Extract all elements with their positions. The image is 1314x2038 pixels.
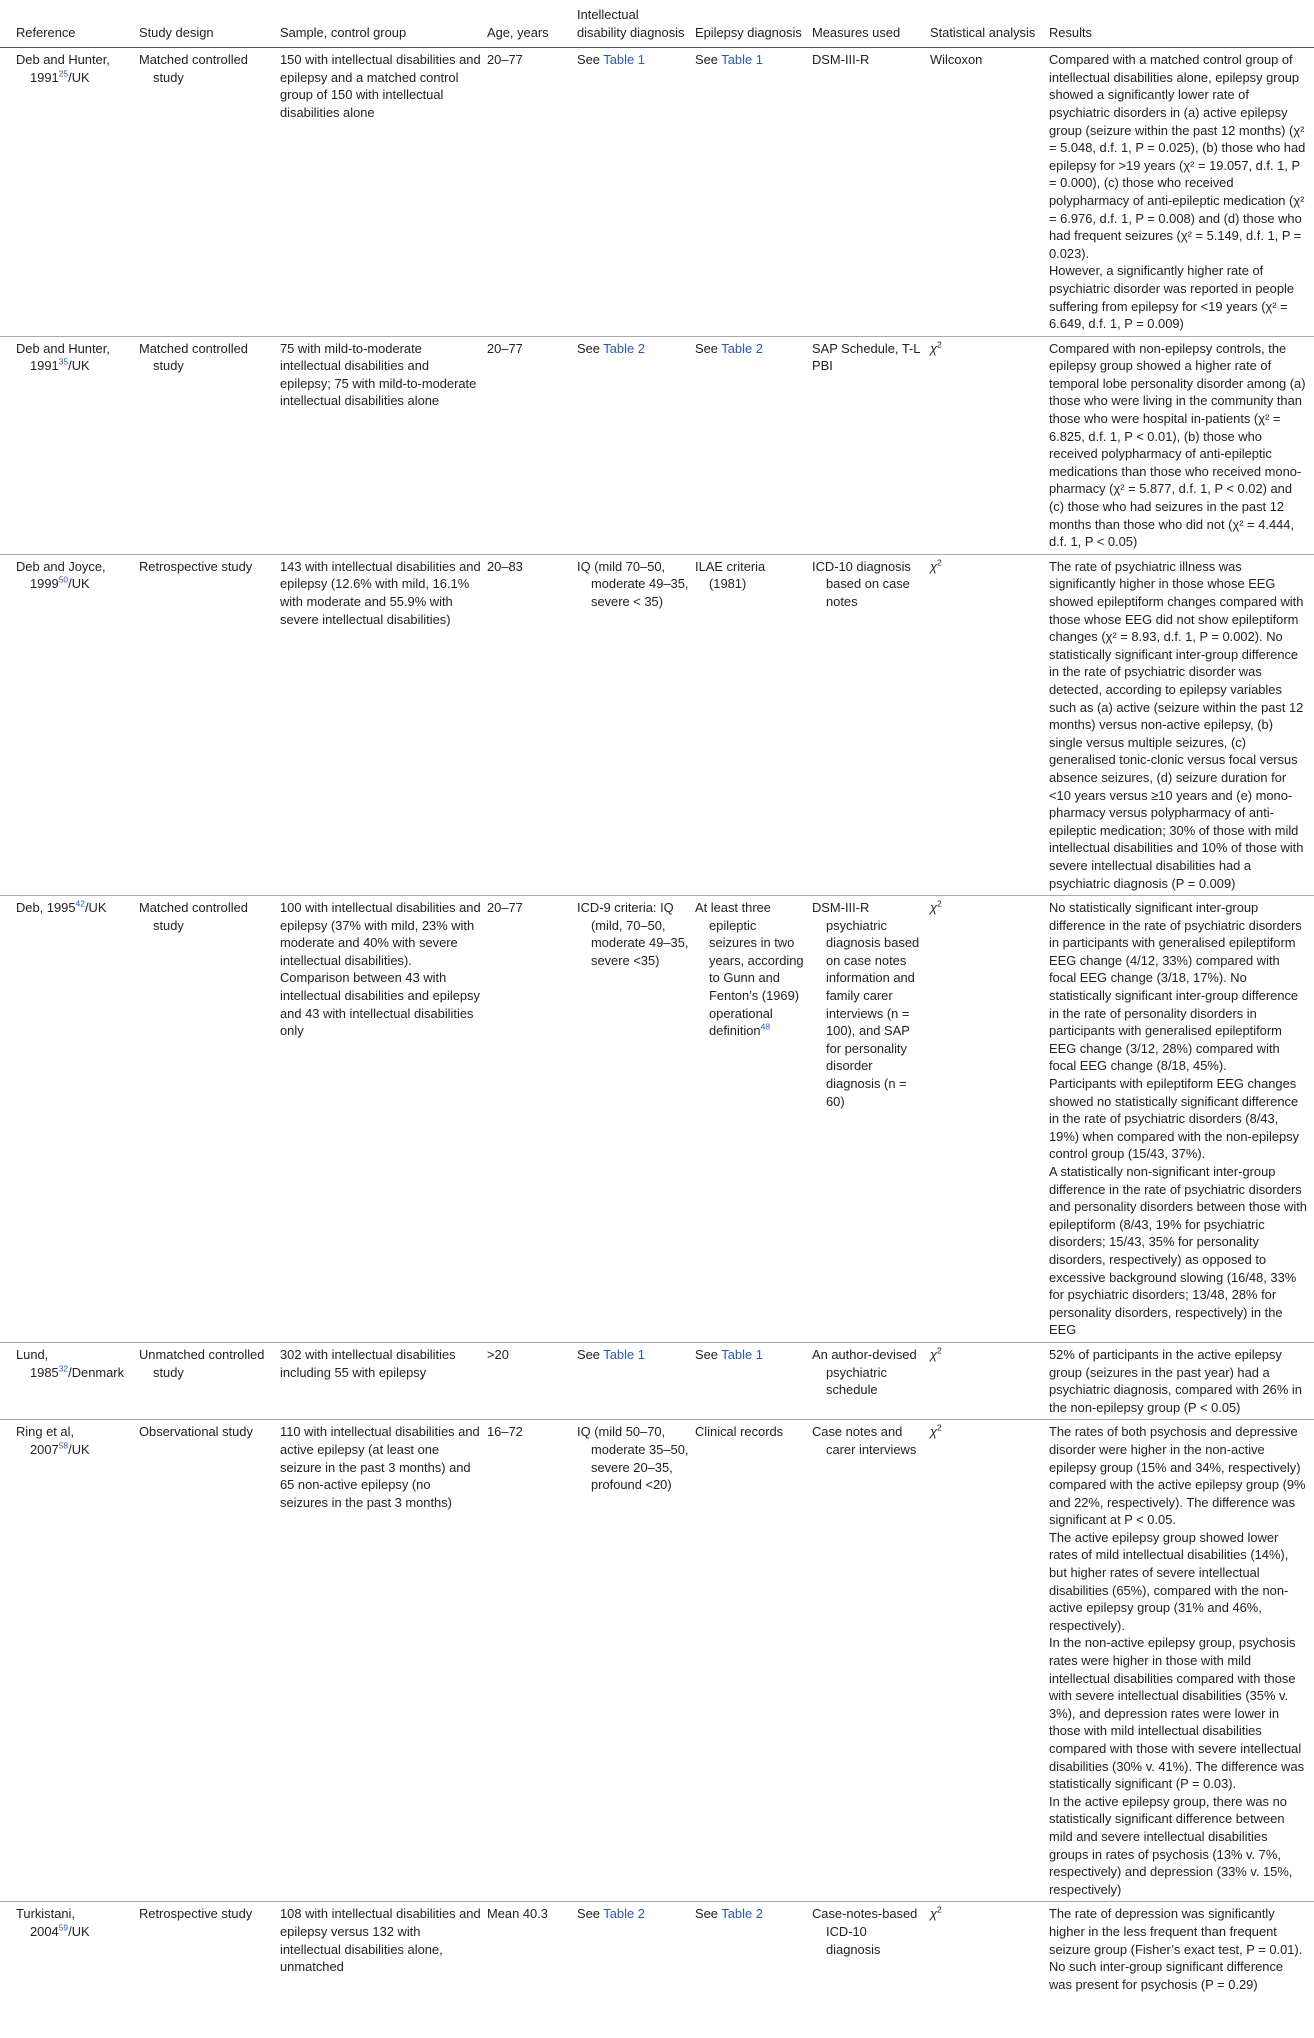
table-link[interactable]: Table 2 — [721, 340, 763, 356]
measures-cell: DSM-III-R — [812, 52, 870, 68]
epilepsy-diagnosis-cell: See Table 1 — [695, 1342, 812, 1419]
age-cell: 16–72 — [487, 1420, 577, 1902]
id-diagnosis-cell: ICD-9 criteria: IQ (mild, 70–50, moderate 49–35, severe <35) — [577, 896, 695, 1343]
reference-cell — [0, 336, 139, 554]
table-row — [0, 554, 1314, 895]
sample-cell: 143 with intellectual disabilities and epilepsy (12.6% with mild, 16.1% with moderate and 55.9% with severe intellectual disabilities) — [280, 554, 487, 895]
sample-cell: 108 with intellectual disabilities and epilepsy versus 132 with intellectual disabilities alone, unmatched — [280, 1902, 487, 1996]
id-diagnosis-cell: See Table 2 — [577, 336, 695, 554]
header-epilepsy-diagnosis: Epilepsy diagnosis — [695, 0, 812, 48]
stats-cell: $\chi^2$ — [930, 896, 1049, 1343]
sample-cell: 75 with mild-to-moderate intellectual disabilities and epilepsy; 75 with mild-to-moderate intellectual disabilities alone — [280, 336, 487, 554]
results-cell: The rate of psychiatric illness was significantly higher in those whose EEG showed epileptiform changes compared with those whose EEG did not show epileptiform changes (χ² = 8.93, d.f. 1, P = 0.002). No statistically significant inter-group difference in the rate of psychiatric disorder was detected, according to epilepsy variables such as (a) active (seizure within the past 12 months) versus non-active epilepsy, (b) single versus multiple seizures, (c) generalised tonic-clonic versus focal versus absence seizures, (d) seizure duration for <10 years versus ≥10 years and (e) mono-pharmacy versus polypharmacy of anti-epileptic medication; 30% of those with mild intellectual disabilities and 10% of those with severe intellectual disabilities had a psychiatric diagnosis (P = 0.009) — [1049, 554, 1314, 895]
sample-cell: 100 with intellectual disabilities and epilepsy (37% with mild, 23% with moderate and 40% with severe intellectual disabilities). Comparison between 43 with intellectual disabilities and epilepsy and 43 with intellectual disabilities only — [280, 896, 487, 1343]
age-cell: Mean 40.3 — [487, 1902, 577, 1996]
sample-cell: 110 with intellectual disabilities and active epilepsy (at least one seizure in the past 3 months) and 65 non-active epilepsy (no seizures in the past 3 months) — [280, 1420, 487, 1902]
citation-link[interactable]: 32 — [58, 1363, 69, 1374]
epilepsy-diagnosis-cell: At least three epileptic seizures in two years, according to Gunn and Fenton’s (1969) operational definition$^{48}$ — [695, 896, 812, 1343]
id-diagnosis-cell: IQ (mild 70–50, moderate 49–35, severe < 35) — [577, 554, 695, 895]
results-cell: Compared with a matched control group of intellectual disabilities alone, epilepsy group showed a significantly lower rate of psychiatric disorders in (a) active epilepsy group (seizure within the past 12 months) (χ² = 5.048, d.f. 1, P = 0.025), (b) those who had epilepsy for >19 years (χ² = 19.057, d.f. 1, P = 0.000), (c) those who received polypharmacy of anti-epileptic medication (χ² = 6.976, d.f. 1, P = 0.008) and (d) those who had frequent seizures (χ² = 5.149, d.f. 1, P = 0.023). However, a significantly higher rate of psychiatric disorder was reported in people suffering from epilepsy for <19 years (χ² = 6.649, d.f. 1, P = 0.009) — [1049, 52, 1306, 332]
header-statistical-analysis: Statistical analysis — [930, 0, 1049, 48]
epilepsy-diagnosis-cell: Clinical records — [695, 1420, 812, 1902]
table-link[interactable]: Table 1 — [721, 1346, 763, 1362]
ref-country: /UK — [68, 1923, 90, 1939]
reference-cell — [0, 1902, 139, 1996]
epilepsy-diagnosis-cell: See Table 2 — [695, 336, 812, 554]
results-cell: No statistically significant inter-group difference in the rate of psychiatric disorders in participants with generalised epileptiform EEG change (4/12, 33%) compared with focal EEG change (3/18, 17%). No statistically significant inter-group difference in the rate of personality disorders in participants with generalised epileptiform EEG change (3/12, 28%) compared with focal EEG change (8/18, 45%). Participants with epileptiform EEG changes showed no statistically significant difference in the rate of psychiatric disorders (8/43, 19%) when compared with the non-epilepsy control group (15/43, 37%). A statistically non-significant inter-group difference in the rate of psychiatric disorders and personality disorders between those with epileptiform (8/43, 19% for psychiatric disorders; 15/43, 35% for personality disorders, respectively) as opposed to excessive background slowing (16/48, 33% for psychiatric disorders; 13/48, 28% for personality disorders, respectively) in the EEG — [1049, 896, 1314, 1343]
epilepsy-diagnosis-cell: ILAE criteria (1981) — [695, 554, 812, 895]
ref-country: /UK — [68, 1441, 90, 1457]
table-link[interactable]: Table 2 — [721, 1906, 763, 1922]
stats-cell: Wilcoxon — [930, 52, 983, 68]
ref-text: Deb and Hunter, 1991 — [16, 340, 110, 374]
citation-link[interactable]: 35 — [58, 356, 69, 367]
header-row — [0, 0, 1314, 48]
design-cell: Retrospective study — [139, 1902, 280, 1996]
results-cell: The rate of depression was significantly higher in the less frequent than frequent seizure group (Fisher’s exact test, P = 0.01). No such inter-group significant difference was present for psychosis (P = 0.29) — [1049, 1902, 1314, 1996]
epilepsy-diagnosis-cell: See Table 2 — [695, 1902, 812, 1996]
epilepsy-diagnosis-cell: See Table 1 — [695, 52, 763, 68]
age-cell: 20–83 — [487, 554, 577, 895]
ref-country: /Denmark — [68, 1364, 125, 1380]
stats-cell: $\chi^2$ — [930, 1902, 1049, 1996]
citation-link[interactable]: 48 — [760, 1021, 771, 1032]
measures-cell: ICD-10 diagnosis based on case notes — [812, 554, 930, 895]
ref-text: Lund, 1985 — [16, 1346, 59, 1380]
design-cell: Observational study — [139, 1420, 280, 1902]
id-diagnosis-cell: See Table 1 — [577, 1342, 695, 1419]
id-diagnosis-cell: See Table 2 — [577, 1902, 695, 1996]
results-cell: Compared with non-epilepsy controls, the epilepsy group showed a higher rate of temporal lobe personality disorder among (a) those who were living in the community than those who were hospital in-patients (χ² = 6.825, d.f. 1, P < 0.01), (b) those who received polypharmacy of anti-epileptic medications than those who received mono-pharmacy (χ² = 5.877, d.f. 1, P < 0.02) and (c) those who had seizures in the past 12 months than those who did not (χ² = 4.444, d.f. 1, P < 0.05) — [1049, 336, 1314, 554]
measures-cell: SAP Schedule, T-L PBI — [812, 336, 930, 554]
table-link[interactable]: Table 2 — [603, 340, 645, 356]
results-cell: The rates of both psychosis and depressive disorder were higher in the non-active epilepsy group (15% and 34%, respectively) compared with the active epilepsy group (9% and 22%, respectively). The difference was significant at P < 0.05. The active epilepsy group showed lower rates of mild intellectual disabilities (14%), but higher rates of severe intellectual disabilities (65%), compared with the non-active epilepsy group (31% and 46%, respectively). In the non-active epilepsy group, psychosis rates were higher in those with mild intellectual disabilities compared with those with severe intellectual disabilities (35% v. 3%), and depression rates were lower in those with mild intellectual disabilities compared with those with severe intellectual disabilities (30% v. 41%). The difference was statistically significant (P = 0.03). In the active epilepsy group, there was no statistically significant difference between mild and severe intellectual disabilities groups in rates of psychosis (13% v. 7%, respectively) and depression (33% v. 15%, respectively) — [1049, 1420, 1314, 1902]
design-cell: Matched controlled study — [139, 52, 248, 85]
header-sample: Sample, control group — [280, 0, 487, 48]
citation-link[interactable]: 50 — [58, 575, 69, 586]
age-cell: 20–77 — [487, 896, 577, 1343]
citation-link[interactable]: 42 — [75, 898, 85, 909]
reference-cell — [0, 48, 139, 337]
design-cell: Matched controlled study — [139, 896, 280, 1343]
header-reference: Reference — [0, 0, 139, 48]
ref-text: Deb, 1995 — [16, 900, 76, 916]
table-link[interactable]: Table 1 — [721, 52, 763, 68]
age-cell: 20–77 — [487, 336, 577, 554]
citation-link[interactable]: 25 — [58, 68, 69, 79]
reference-cell — [0, 554, 139, 895]
table-row — [0, 48, 1314, 337]
header-results: Results — [1049, 0, 1314, 48]
citation-link[interactable]: 58 — [58, 1440, 69, 1451]
results-cell: 52% of participants in the active epilepsy group (seizures in the past year) had a psychiatric diagnosis, compared with 26% in the non-epilepsy group (P < 0.05) — [1049, 1342, 1314, 1419]
table-row — [0, 336, 1314, 554]
table-link[interactable]: Table 1 — [603, 1346, 645, 1362]
design-cell: Unmatched controlled study — [139, 1342, 280, 1419]
header-measures: Measures used — [812, 0, 930, 48]
ref-text: Deb and Hunter, 1991 — [16, 52, 110, 85]
stats-cell: $\chi^2$ — [930, 1420, 1049, 1902]
reference-cell — [0, 1342, 139, 1419]
measures-cell: DSM-III-R psychiatric diagnosis based on case notes information and family carer interviews (n = 100), and SAP for personality disorder diagnosis (n = 60) — [812, 896, 930, 1343]
table-link[interactable]: Table 1 — [603, 52, 645, 68]
header-study-design: Study design — [139, 0, 280, 48]
measures-cell: An author-devised psychiatric schedule — [812, 1342, 930, 1419]
age-cell: >20 — [487, 1342, 577, 1419]
ref-text: Ring et al, 2007 — [16, 1424, 75, 1457]
table-row — [0, 896, 1314, 1343]
ref-country: /UK — [84, 900, 107, 916]
measures-cell: Case notes and carer interviews — [812, 1420, 930, 1902]
ref-text: Turkistani, 2004 — [16, 1906, 75, 1939]
ref-country: /UK — [68, 576, 90, 592]
table-row — [0, 1342, 1314, 1419]
stats-cell: $\chi^2$ — [930, 336, 1049, 554]
table-row — [0, 1420, 1314, 1902]
id-diagnosis-cell: See Table 1 — [577, 52, 645, 68]
ref-country: /UK — [68, 358, 90, 374]
stats-cell: $\chi^2$ — [930, 1342, 1049, 1419]
header-id-diagnosis: Intellectual disability diagnosis — [577, 0, 695, 48]
sample-cell: 150 with intellectual disabilities and epilepsy and a matched control group of 150 with intellectual disabilities alone — [280, 52, 481, 120]
table-row — [0, 1902, 1314, 1996]
reference-cell — [0, 1420, 139, 1902]
ref-country: /UK — [68, 69, 90, 85]
table-link[interactable]: Table 2 — [603, 1906, 645, 1922]
citation-link[interactable]: 59 — [58, 1922, 69, 1933]
stats-cell: $\chi^2$ — [930, 554, 1049, 895]
id-diagnosis-cell: IQ (mild 50–70, moderate 35–50, severe 20–35, profound <20) — [577, 1420, 695, 1902]
ref-text: Deb and Joyce, 1999 — [16, 558, 106, 592]
design-cell: Matched controlled study — [139, 336, 280, 554]
reference-cell — [0, 896, 139, 1343]
sample-cell: 302 with intellectual disabilities including 55 with epilepsy — [280, 1342, 487, 1419]
header-age: Age, years — [487, 0, 577, 48]
design-cell: Retrospective study — [139, 554, 280, 895]
measures-cell: Case-notes-based ICD-10 diagnosis — [812, 1902, 930, 1996]
age-cell: 20–77 — [487, 52, 523, 68]
